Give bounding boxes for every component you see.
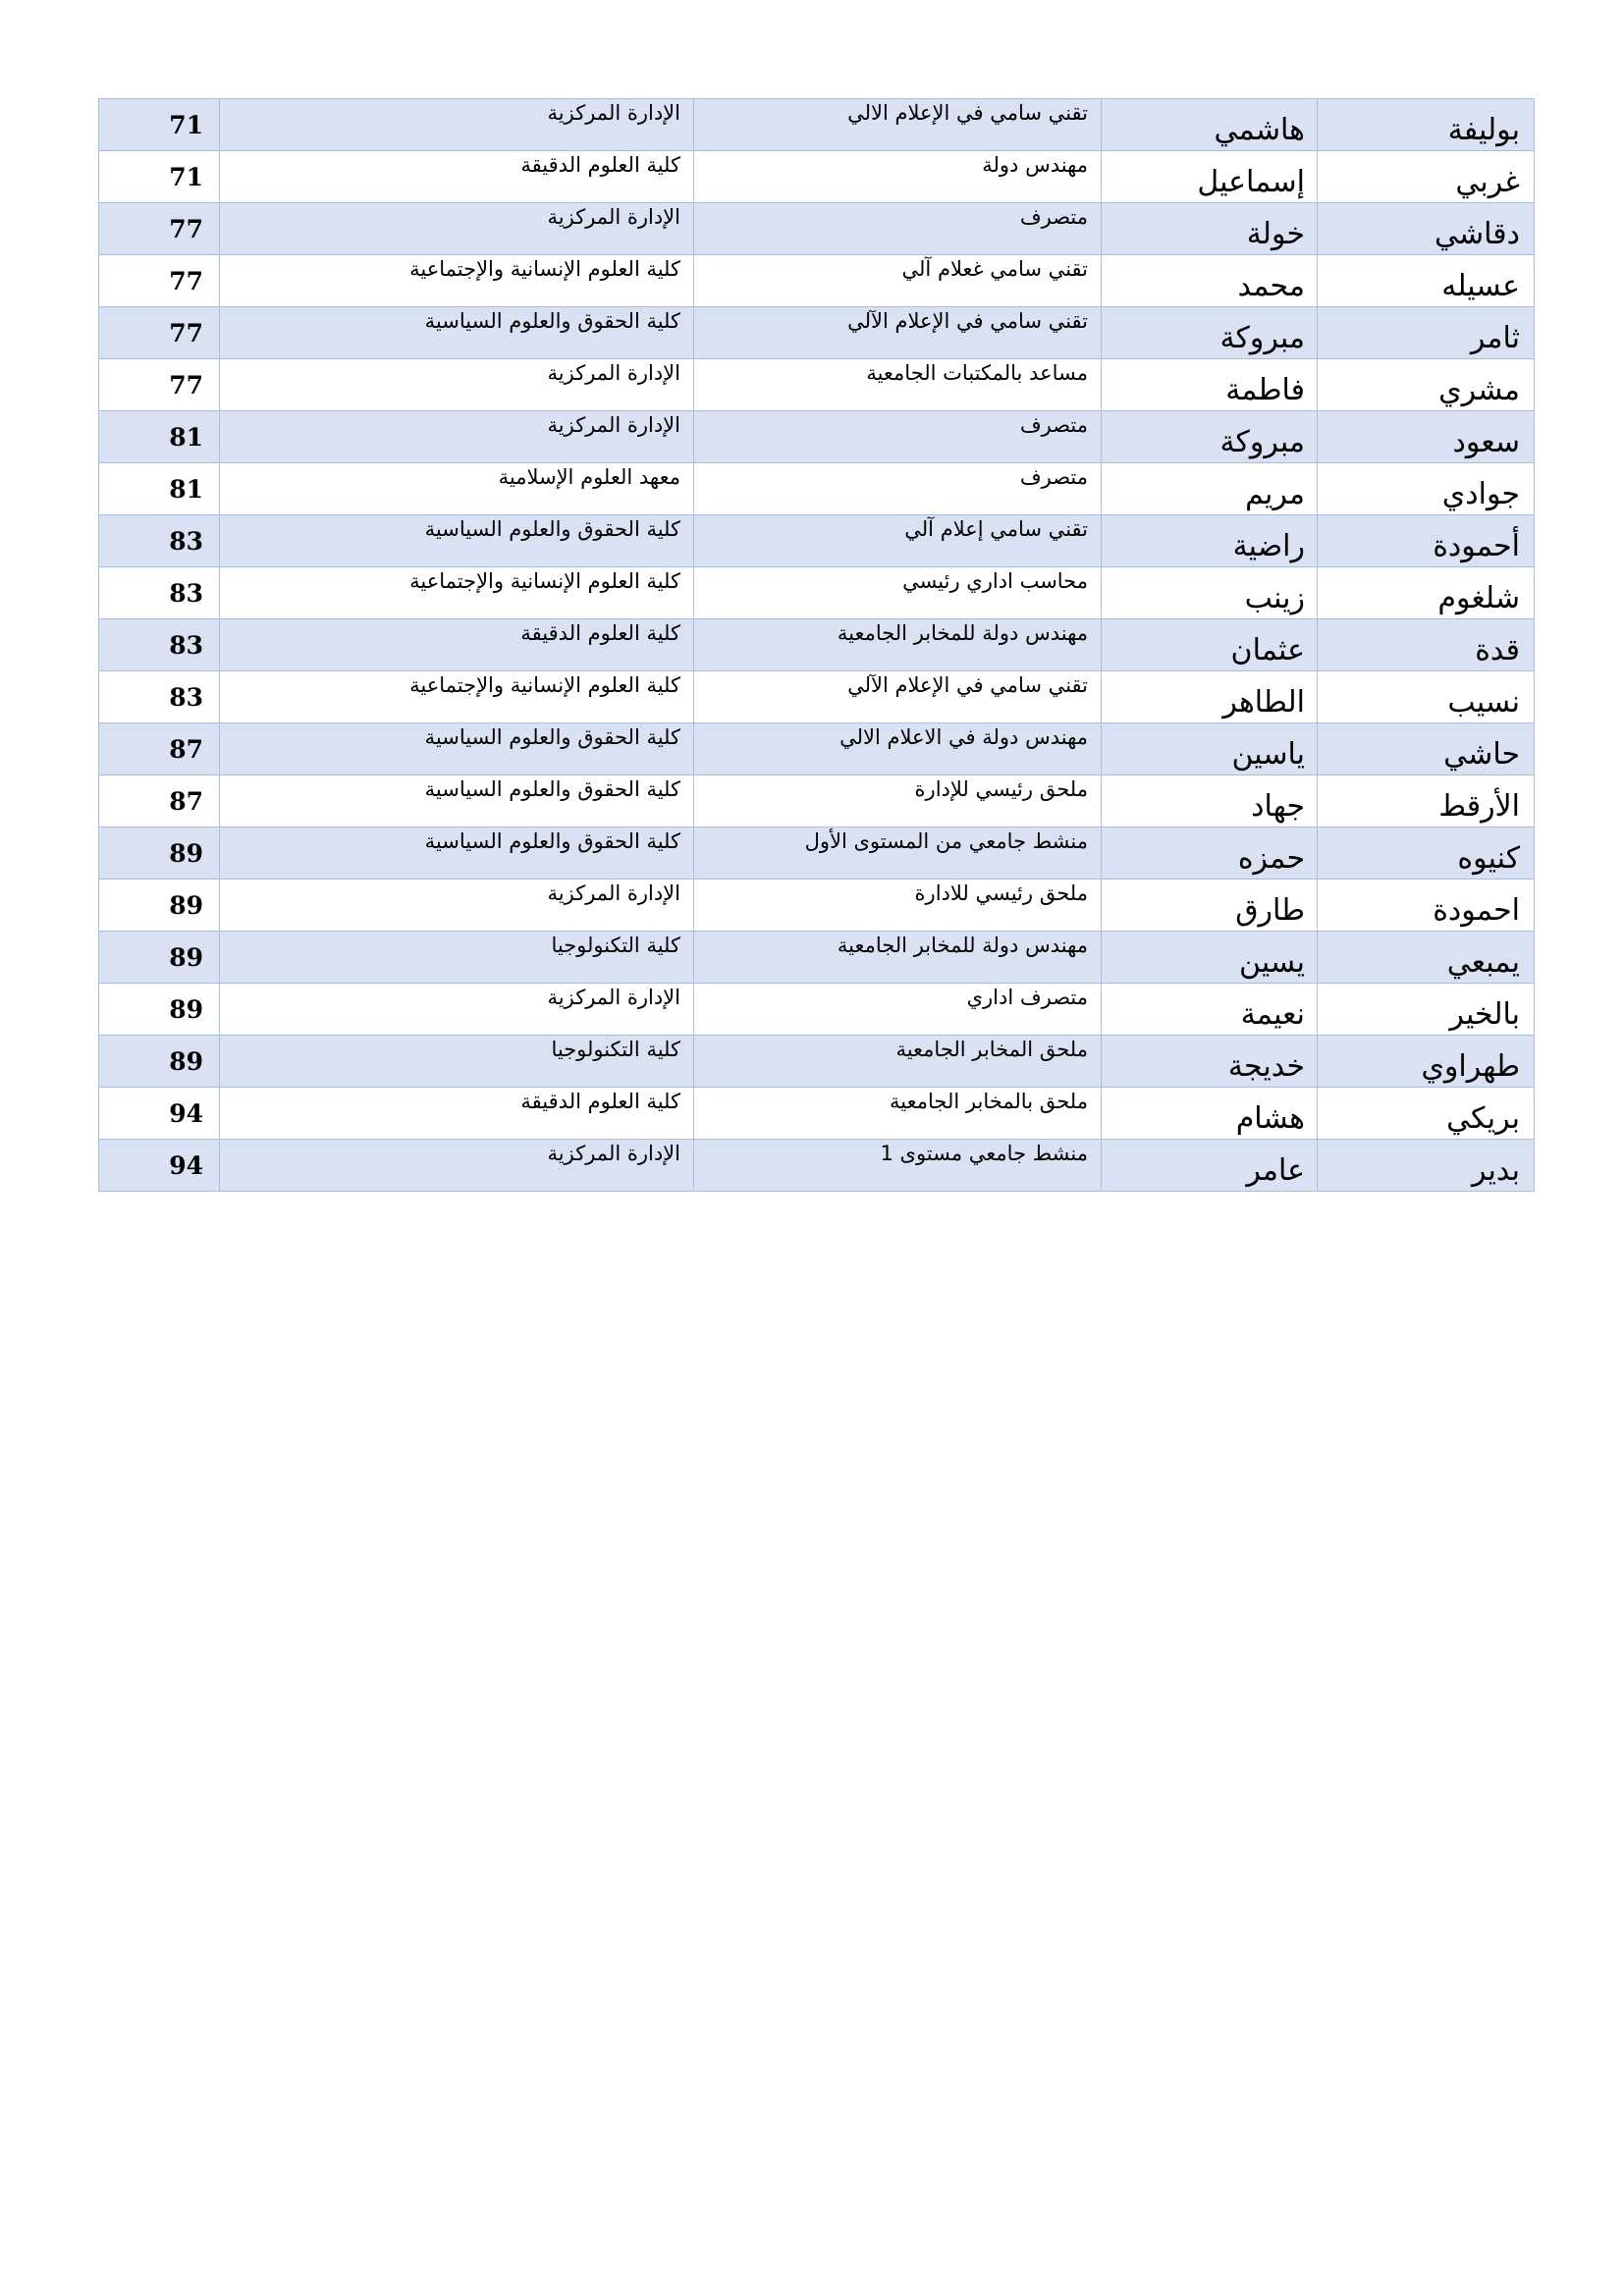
job-title-cell: ملحق رئيسي للادارة: [694, 880, 1102, 932]
table-row: [99, 99, 1535, 151]
table-row: [99, 515, 1535, 567]
department-cell: كلية التكنولوجيا: [220, 1036, 694, 1088]
table-row: [99, 932, 1535, 984]
table-row: [99, 1036, 1535, 1088]
job-title-cell: مهندس دولة للمخابر الجامعية: [694, 619, 1102, 671]
table-row: [99, 151, 1535, 203]
score-cell: 89: [99, 932, 220, 984]
score-cell: 71: [99, 99, 220, 151]
first-name-cell: مبروكة: [1102, 307, 1318, 359]
table-row: [99, 255, 1535, 307]
last-name-cell: بالخير: [1318, 984, 1535, 1036]
job-title-cell: محاسب اداري رئيسي: [694, 567, 1102, 619]
table-row: [99, 1140, 1535, 1192]
table-row: [99, 723, 1535, 775]
score-cell: 77: [99, 307, 220, 359]
job-title-cell: ملحق بالمخابر الجامعية: [694, 1088, 1102, 1140]
department-cell: كلية الحقوق والعلوم السياسية: [220, 307, 694, 359]
department-cell: الإدارة المركزية: [220, 880, 694, 932]
department-cell: كلية العلوم الإنسانية والإجتماعية: [220, 671, 694, 723]
last-name-cell: سعود: [1318, 411, 1535, 463]
first-name-cell: محمد: [1102, 255, 1318, 307]
last-name-cell: احمودة: [1318, 880, 1535, 932]
job-title-cell: منشط جامعي مستوى 1: [694, 1140, 1102, 1192]
score-cell: 89: [99, 984, 220, 1036]
first-name-cell: طارق: [1102, 880, 1318, 932]
last-name-cell: بوليفة: [1318, 99, 1535, 151]
table-row: [99, 775, 1535, 828]
table-row: [99, 880, 1535, 932]
department-cell: كلية العلوم الدقيقة: [220, 151, 694, 203]
table-row: [99, 619, 1535, 671]
first-name-cell: هاشمي: [1102, 99, 1318, 151]
score-cell: 94: [99, 1088, 220, 1140]
table-row: [99, 1088, 1535, 1140]
score-cell: 89: [99, 880, 220, 932]
last-name-cell: طهراوي: [1318, 1036, 1535, 1088]
department-cell: الإدارة المركزية: [220, 984, 694, 1036]
job-title-cell: متصرف: [694, 203, 1102, 255]
first-name-cell: فاطمة: [1102, 359, 1318, 411]
score-cell: 94: [99, 1140, 220, 1192]
first-name-cell: جهاد: [1102, 775, 1318, 828]
department-cell: كلية الحقوق والعلوم السياسية: [220, 723, 694, 775]
department-cell: كلية الحقوق والعلوم السياسية: [220, 515, 694, 567]
last-name-cell: جوادي: [1318, 463, 1535, 515]
last-name-cell: شلغوم: [1318, 567, 1535, 619]
job-title-cell: منشط جامعي من المستوى الأول: [694, 828, 1102, 880]
table-row: [99, 671, 1535, 723]
job-title-cell: تقني سامي غعلام آلي: [694, 255, 1102, 307]
job-title-cell: تقني سامي في الإعلام الآلي: [694, 671, 1102, 723]
last-name-cell: نسيب: [1318, 671, 1535, 723]
job-title-cell: مهندس دولة: [694, 151, 1102, 203]
job-title-cell: مهندس دولة في الاعلام الالي: [694, 723, 1102, 775]
last-name-cell: كنيوه: [1318, 828, 1535, 880]
department-cell: الإدارة المركزية: [220, 359, 694, 411]
first-name-cell: هشام: [1102, 1088, 1318, 1140]
job-title-cell: ملحق المخابر الجامعية: [694, 1036, 1102, 1088]
job-title-cell: تقني سامي في الإعلام الالي: [694, 99, 1102, 151]
table-row: [99, 411, 1535, 463]
score-cell: 89: [99, 828, 220, 880]
department-cell: الإدارة المركزية: [220, 1140, 694, 1192]
department-cell: كلية الحقوق والعلوم السياسية: [220, 775, 694, 828]
department-cell: كلية العلوم الدقيقة: [220, 1088, 694, 1140]
score-cell: 83: [99, 515, 220, 567]
last-name-cell: أحمودة: [1318, 515, 1535, 567]
job-title-cell: مساعد بالمكتبات الجامعية: [694, 359, 1102, 411]
department-cell: الإدارة المركزية: [220, 99, 694, 151]
first-name-cell: خديجة: [1102, 1036, 1318, 1088]
department-cell: كلية التكنولوجيا: [220, 932, 694, 984]
last-name-cell: يمبعي: [1318, 932, 1535, 984]
last-name-cell: دقاشي: [1318, 203, 1535, 255]
score-cell: 77: [99, 359, 220, 411]
department-cell: الإدارة المركزية: [220, 203, 694, 255]
score-cell: 77: [99, 203, 220, 255]
score-cell: 77: [99, 255, 220, 307]
last-name-cell: بدير: [1318, 1140, 1535, 1192]
score-cell: 81: [99, 463, 220, 515]
first-name-cell: عامر: [1102, 1140, 1318, 1192]
results-table-body: [99, 99, 1535, 1192]
first-name-cell: خولة: [1102, 203, 1318, 255]
table-row: [99, 359, 1535, 411]
last-name-cell: حاشي: [1318, 723, 1535, 775]
table-row: [99, 463, 1535, 515]
first-name-cell: نعيمة: [1102, 984, 1318, 1036]
last-name-cell: قدة: [1318, 619, 1535, 671]
score-cell: 83: [99, 567, 220, 619]
last-name-cell: غربي: [1318, 151, 1535, 203]
table-row: [99, 828, 1535, 880]
job-title-cell: ملحق رئيسي للإدارة: [694, 775, 1102, 828]
last-name-cell: عسيله: [1318, 255, 1535, 307]
last-name-cell: مشري: [1318, 359, 1535, 411]
last-name-cell: ثامر: [1318, 307, 1535, 359]
first-name-cell: ياسين: [1102, 723, 1318, 775]
first-name-cell: إسماعيل: [1102, 151, 1318, 203]
first-name-cell: مريم: [1102, 463, 1318, 515]
score-cell: 81: [99, 411, 220, 463]
table-row: [99, 203, 1535, 255]
last-name-cell: بريكي: [1318, 1088, 1535, 1140]
department-cell: معهد العلوم الإسلامية: [220, 463, 694, 515]
job-title-cell: متصرف اداري: [694, 984, 1102, 1036]
last-name-cell: الأرقط: [1318, 775, 1535, 828]
job-title-cell: تقني سامي إعلام آلي: [694, 515, 1102, 567]
department-cell: كلية العلوم الدقيقة: [220, 619, 694, 671]
first-name-cell: عثمان: [1102, 619, 1318, 671]
job-title-cell: متصرف: [694, 411, 1102, 463]
score-cell: 71: [99, 151, 220, 203]
department-cell: كلية العلوم الإنسانية والإجتماعية: [220, 567, 694, 619]
department-cell: الإدارة المركزية: [220, 411, 694, 463]
table-row: [99, 567, 1535, 619]
first-name-cell: زينب: [1102, 567, 1318, 619]
score-cell: 87: [99, 775, 220, 828]
score-cell: 83: [99, 619, 220, 671]
table-row: [99, 984, 1535, 1036]
job-title-cell: مهندس دولة للمخابر الجامعية: [694, 932, 1102, 984]
first-name-cell: راضية: [1102, 515, 1318, 567]
first-name-cell: يسين: [1102, 932, 1318, 984]
score-cell: 83: [99, 671, 220, 723]
job-title-cell: متصرف: [694, 463, 1102, 515]
score-cell: 87: [99, 723, 220, 775]
first-name-cell: مبروكة: [1102, 411, 1318, 463]
job-title-cell: تقني سامي في الإعلام الآلي: [694, 307, 1102, 359]
first-name-cell: حمزه: [1102, 828, 1318, 880]
department-cell: كلية العلوم الإنسانية والإجتماعية: [220, 255, 694, 307]
score-cell: 89: [99, 1036, 220, 1088]
department-cell: كلية الحقوق والعلوم السياسية: [220, 828, 694, 880]
first-name-cell: الطاهر: [1102, 671, 1318, 723]
results-table: [98, 98, 1535, 1192]
table-row: [99, 307, 1535, 359]
